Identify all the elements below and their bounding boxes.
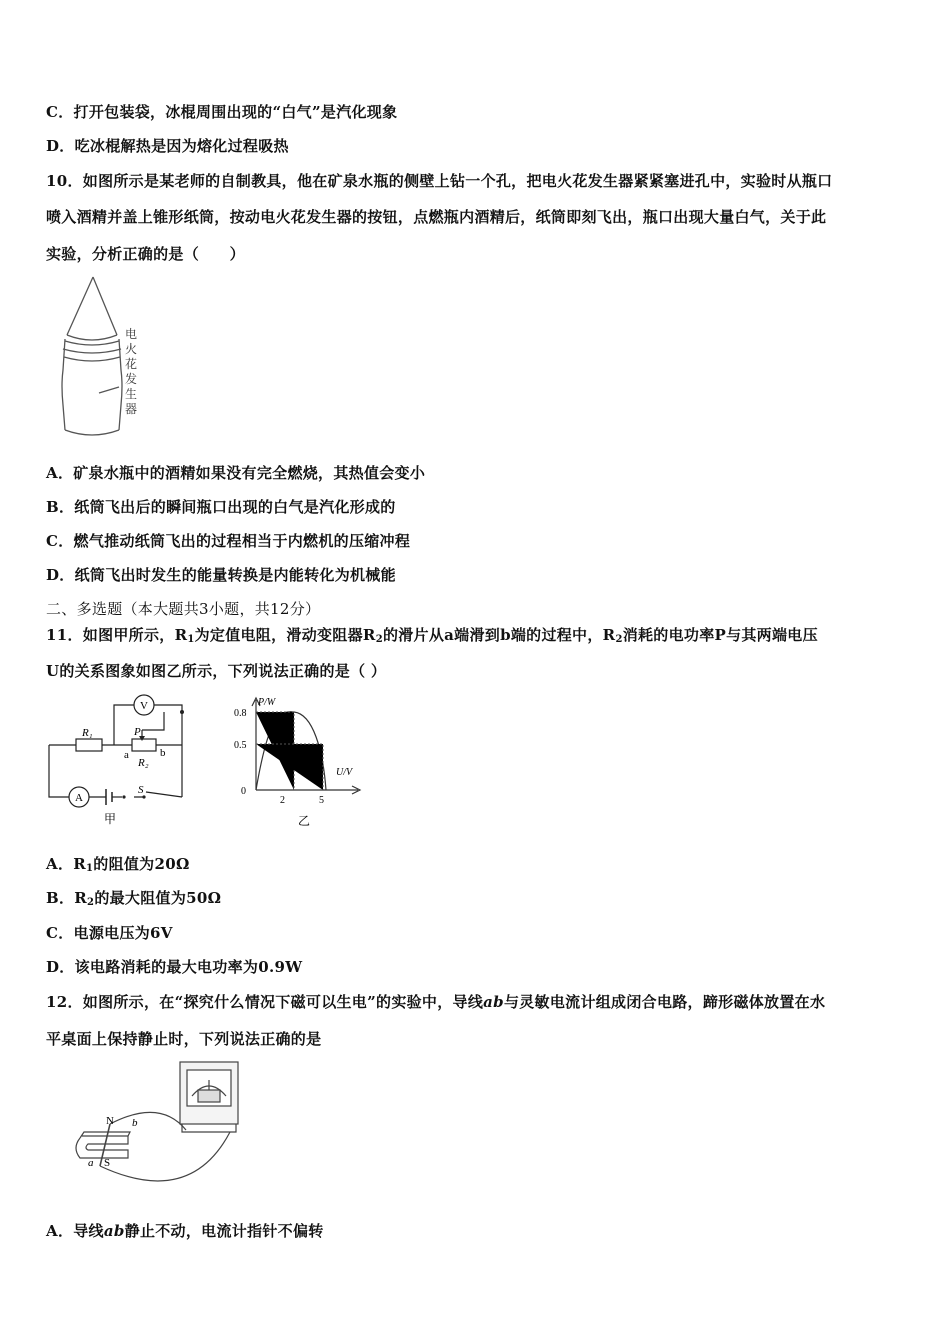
q10-option-d: D．纸筒飞出时发生的能量转换是内能转化为机械能 bbox=[46, 566, 396, 584]
section-title: 二、多选题（本大题共3小题，共12分） bbox=[46, 600, 321, 618]
q11-option-b: B．$R_2$的最大阻值为50Ω bbox=[46, 889, 222, 908]
graph-ylabel: P/W bbox=[258, 697, 276, 708]
graph-xlabel: U/V bbox=[336, 767, 353, 778]
switch-label: S bbox=[138, 784, 144, 796]
r2-label: R₂ bbox=[138, 757, 149, 769]
q11-option-d: D．该电路消耗的最大电功率为0.9W bbox=[46, 958, 303, 976]
r1-label: R₁ bbox=[82, 727, 93, 739]
q11-stem-line2: U的关系图象如图乙所示，下列说法正确的是（ ） bbox=[46, 662, 387, 680]
q11-stem-line1: 11．如图甲所示，$R_1$为定值电阻，滑动变阻器$R_2$的滑片从a端滑到b端的过程中，$R_2$消耗的电功率P与其两端电压 bbox=[46, 626, 818, 645]
q11-circuit-figure bbox=[44, 690, 194, 830]
q10-bottle-figure bbox=[55, 275, 155, 445]
origin-label: 0 bbox=[241, 786, 246, 797]
q12-option-a: A．导线ab静止不动，电流计指针不偏转 bbox=[46, 1222, 324, 1240]
q9-option-d: D．吃冰棍解热是因为熔化过程吸热 bbox=[46, 137, 289, 155]
graph-caption: 乙 bbox=[298, 814, 311, 828]
voltmeter-label: V bbox=[140, 700, 148, 712]
resistor-r1 bbox=[76, 739, 102, 751]
b-label: b bbox=[160, 747, 166, 759]
ammeter-label: A bbox=[75, 792, 83, 804]
q11-option-c: C．电源电压为6V bbox=[46, 924, 173, 942]
q10-option-b: B．纸筒飞出后的瞬间瓶口出现的白气是汽化形成的 bbox=[46, 498, 396, 516]
resistor-r2 bbox=[132, 739, 156, 751]
p-label: P bbox=[134, 726, 141, 738]
q12-stem-line2: 平桌面上保持静止时，下列说法正确的是 bbox=[46, 1030, 322, 1048]
x-tick-5: 5 bbox=[319, 795, 324, 806]
magnet-s-label: S bbox=[104, 1157, 111, 1169]
q9-option-c: C．打开包装袋，冰棍周围出现的“白气”是汽化现象 bbox=[46, 103, 398, 121]
q12-magnet-figure bbox=[70, 1058, 250, 1188]
q10-stem-line3: 实验，分析正确的是（ ） bbox=[46, 245, 245, 263]
q12-stem-line1: 12．如图所示，在“探究什么情况下磁可以生电”的实验中，导线ab与灵敏电流计组成闭合电路，蹄形磁体放置在水 bbox=[46, 993, 826, 1011]
y-tick-0.8: 0.8 bbox=[234, 708, 247, 719]
x-tick-2: 2 bbox=[280, 795, 285, 806]
q10-stem-line2: 喷入酒精并盖上锥形纸筒，按动电火花发生器的按钮，点燃瓶内酒精后，纸筒即刻飞出，瓶口出现大量白气，关于此 bbox=[46, 208, 827, 226]
circuit-caption: 甲 bbox=[104, 812, 117, 826]
q11-graph-figure bbox=[228, 690, 368, 830]
spark-generator-label: 电火花发生器 bbox=[125, 327, 138, 416]
wire-a-label: a bbox=[88, 1157, 94, 1169]
q10-option-a: A．矿泉水瓶中的酒精如果没有完全燃烧，其热值会变小 bbox=[46, 464, 426, 482]
y-tick-0.5: 0.5 bbox=[234, 740, 247, 751]
magnet-n-label: N bbox=[106, 1115, 114, 1127]
wire-b-label: b bbox=[132, 1117, 138, 1129]
q10-stem-line1: 10．如图所示是某老师的自制教具，他在矿泉水瓶的侧壁上钻一个孔，把电火花发生器紧紧塞进孔中，实验时从瓶口 bbox=[46, 172, 833, 190]
q11-option-a: A．$R_1$的阻值为20Ω bbox=[46, 855, 190, 874]
q10-option-c: C．燃气推动纸筒飞出的过程相当于内燃机的压缩冲程 bbox=[46, 532, 411, 550]
a-label: a bbox=[124, 749, 129, 761]
